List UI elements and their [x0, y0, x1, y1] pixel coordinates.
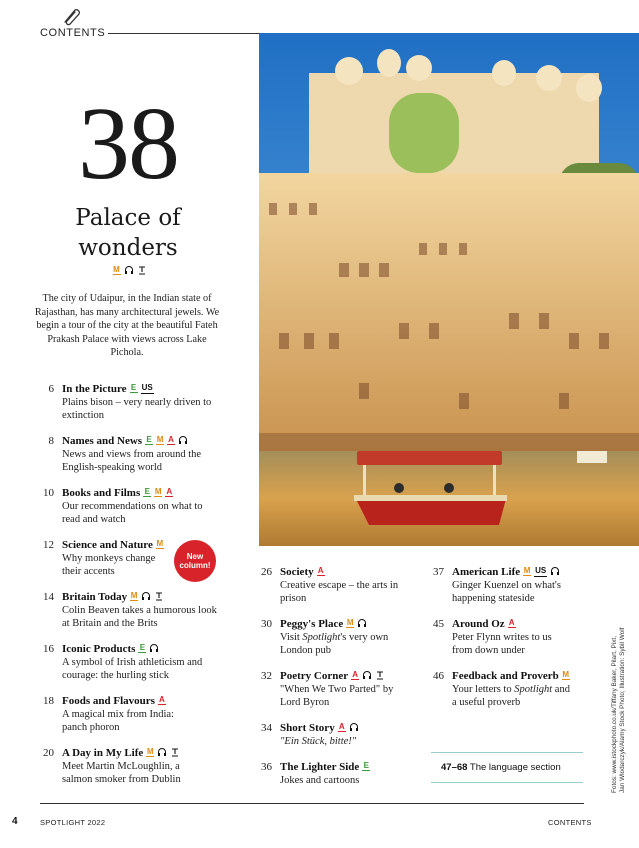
level-medium-icon: M: [523, 566, 531, 576]
entry-description: Colin Beaven takes a humorous look at Britain and the Brits: [62, 605, 217, 629]
feature-icons: [38, 266, 218, 276]
feature-page-number: 38: [78, 86, 178, 201]
entry-page-number: 45: [433, 618, 444, 630]
entry-description: A magical mix from India: panch phoron: [62, 709, 174, 733]
entry-description: Your letters to Spotlight and a useful proverb: [452, 684, 570, 708]
audio-icon: [178, 435, 188, 445]
entry-description: Our recommendations on what to read and watch: [62, 501, 203, 525]
audio-icon: [349, 722, 359, 732]
entry-title: Peggy's Place: [280, 618, 344, 630]
entry-page-number: 37: [433, 566, 444, 578]
language-section-pages: 47–68: [441, 762, 468, 773]
feature-title-line2: wonders: [78, 235, 178, 261]
entry-page-number: 10: [43, 487, 54, 499]
badge-line2: column!: [179, 561, 211, 570]
entry-page-number: 30: [261, 618, 272, 630]
level-advanced-icon: A: [166, 487, 173, 497]
level-easy-icon: E: [363, 761, 369, 771]
level-advanced-icon: A: [159, 695, 165, 705]
exercise-icon: [375, 670, 385, 680]
level-medium-icon: M: [130, 591, 138, 601]
new-column-badge: [174, 540, 216, 582]
entry-description: Jokes and cartoons: [280, 775, 360, 786]
feature-description: The city of Udaipur, in the Indian state of Rajasthan, has many architectural jewels. We begin a tour of the city at the beautiful Fateh Prakash Palace with views across Lake Pichola.: [34, 293, 220, 358]
level-medium-icon: M: [146, 747, 154, 757]
photo-credits: [611, 603, 627, 793]
entry-page-number: 6: [48, 383, 54, 395]
entry-title: Books and Films: [62, 487, 141, 499]
entry-page-number: 12: [43, 539, 54, 551]
level-easy-icon: E: [130, 383, 137, 393]
entry-description: News and views from around the English-speaking world: [62, 449, 202, 473]
level-easy-icon: E: [146, 435, 152, 445]
level-easy-icon: E: [144, 487, 150, 497]
audio-icon: [141, 591, 151, 601]
credits-line2: Jan Wlodarczyk/Alamy Stock Photo; Illustration: Sybil Wolf: [619, 627, 626, 793]
footer-section: CONTENTS: [548, 818, 592, 827]
level-medium-icon: M: [562, 670, 570, 680]
language-section-label: The language section: [469, 762, 561, 773]
entry-description: Peter Flynn writes to us from down under: [452, 632, 552, 656]
us-english-icon: US: [535, 565, 547, 575]
entry-page-number: 26: [261, 566, 272, 578]
level-advanced-icon: A: [317, 566, 324, 576]
entry-title: Names and News: [62, 435, 143, 447]
level-advanced-icon: A: [508, 618, 515, 628]
entry-description: Ginger Kuenzel on what's happening stateside: [452, 580, 561, 604]
entry-description: "Ein Stück, bitte!": [280, 736, 357, 747]
entry-page-number: 46: [433, 670, 444, 682]
entry-page-number: 18: [43, 695, 54, 707]
audio-icon: [149, 643, 159, 653]
entry-description: Visit Spotlight's very own London pub: [280, 632, 389, 656]
udaipur-palace-photo: [259, 33, 639, 546]
entry-title: Foods and Flavours: [62, 695, 155, 707]
entry-title: In the Picture: [62, 383, 127, 395]
level-easy-icon: E: [139, 643, 146, 653]
entry-description: Creative escape – the arts in prison: [280, 580, 399, 604]
level-advanced-icon: A: [168, 435, 174, 445]
paperclip-icon: [60, 5, 82, 27]
audio-icon: [357, 618, 367, 628]
section-header: CONTENTS: [40, 27, 106, 39]
level-medium-icon: M: [156, 435, 164, 445]
entry-description: Meet Martin McLoughlin, a salmon smoker from Dublin: [62, 761, 181, 785]
entry-description: Why monkeys change their accents: [62, 553, 156, 577]
audio-icon: [157, 747, 167, 757]
exercise-icon: [137, 265, 147, 275]
entry-title: American Life: [452, 566, 521, 578]
feature-title[interactable]: [38, 203, 218, 263]
entry-title: Britain Today: [62, 591, 128, 603]
entry-title: Feedback and Proverb: [452, 670, 559, 682]
entry-description: A symbol of Irish athleticism and courage: the hurling stick: [62, 657, 203, 681]
audio-icon: [362, 670, 372, 680]
entry-page-number: 20: [43, 747, 54, 759]
us-english-icon: US: [141, 382, 153, 392]
entry-page-number: 32: [261, 670, 272, 682]
entry-page-number: 34: [261, 722, 272, 734]
footer-rule: [40, 803, 584, 804]
entry-title: Poetry Corner: [280, 670, 349, 682]
entry-title: Science and Nature: [62, 539, 153, 551]
level-medium-icon: M: [346, 618, 354, 628]
footer-magazine: SPOTLIGHT 2022: [40, 818, 106, 827]
feature-title-line1: Palace of: [75, 205, 181, 231]
entry-title: The Lighter Side: [280, 761, 360, 773]
level-medium-icon: M: [156, 539, 164, 549]
footer-page-number: 4: [12, 816, 18, 827]
level-advanced-icon: A: [352, 670, 358, 680]
entry-title: Society: [280, 566, 314, 578]
badge-line1: New: [186, 552, 204, 561]
audio-icon: [124, 265, 134, 275]
entry-page-number: 16: [43, 643, 54, 655]
header-rule: [108, 33, 259, 34]
entry-description: Plains bison – very nearly driven to extinction: [62, 397, 212, 421]
entry-title: A Day in My Life: [62, 747, 144, 759]
exercise-icon: [170, 747, 180, 757]
credits-line1: Fotos: www.istockphoto.co.uk/Tiffany Baker, Pilart, Pixt,: [611, 636, 618, 793]
audio-icon: [550, 566, 560, 576]
entry-description: "When We Two Parted" by Lord Byron: [280, 684, 394, 708]
entry-title: Around Oz: [452, 618, 505, 630]
entry-title: Iconic Products: [62, 643, 136, 655]
entry-title: Short Story: [280, 722, 335, 734]
entry-page-number: 36: [261, 761, 272, 773]
entry-page-number: 14: [43, 591, 54, 603]
entry-page-number: 8: [48, 435, 54, 447]
level-medium-icon: M: [113, 265, 120, 274]
level-medium-icon: M: [154, 487, 162, 497]
exercise-icon: [154, 591, 164, 601]
level-advanced-icon: A: [338, 722, 345, 732]
language-section-link[interactable]: [431, 752, 583, 783]
